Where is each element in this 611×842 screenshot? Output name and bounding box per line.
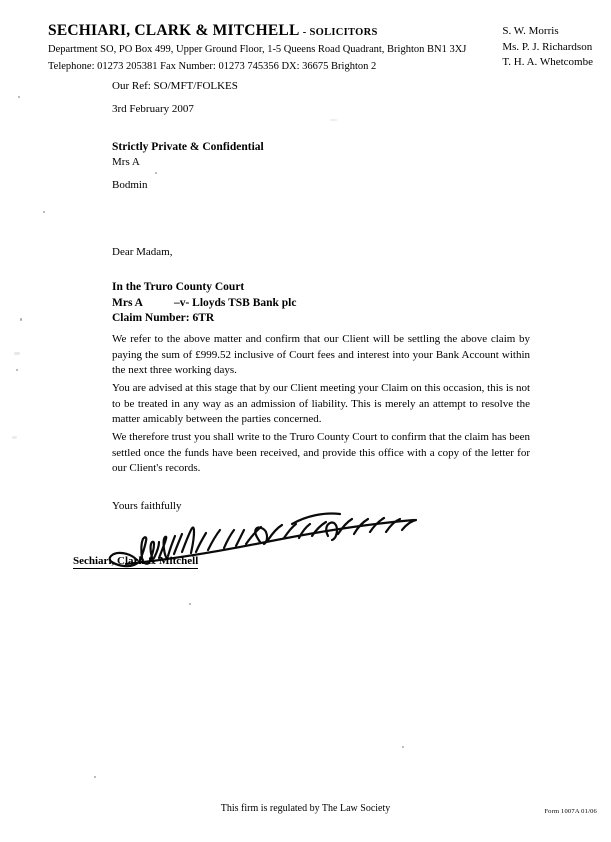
partner-name: S. W. Morris <box>502 25 559 37</box>
firm-name-suffix: - SOLICITORS <box>302 27 378 38</box>
partner-name: Ms. P. J. Richardson <box>502 40 593 53</box>
letter-date: 3rd February 2007 <box>112 103 194 115</box>
scan-smudge <box>330 119 337 121</box>
case-heading <box>112 280 296 327</box>
scan-smudge <box>14 352 20 355</box>
scan-speck <box>16 369 18 371</box>
scan-speck <box>402 746 404 748</box>
signature-firm-name: Sechiari, Clark & Mitchell <box>73 555 199 567</box>
scan-smudge <box>12 436 17 439</box>
scan-speck <box>94 776 96 778</box>
scan-speck <box>43 211 45 213</box>
scan-speck <box>18 96 20 98</box>
addressee-place: Bodmin <box>112 179 148 191</box>
body-paragraph-2: You are advised at this stage that by our Client meeting your Claim on this occasion, this is not to be treated in any way as an admission of liability. This is merely an attempt to resolve the matter amicably between the parties concerned. <box>112 382 530 425</box>
body-paragraph-1: We refer to the above matter and confirm that our Client will be settling the above claim by paying the sum of £999.52 inclusive of Court fees and interest into your Bank Account within the next three working days. <box>112 333 530 376</box>
partner-name: T. H. A. Whetcombe <box>502 56 593 68</box>
case-parties: Mrs A –v- Lloyds TSB Bank plc <box>112 296 297 309</box>
firm-name <box>48 22 378 40</box>
firm-name-text: SECHIARI, CLARK & MITCHELL <box>48 22 299 39</box>
scan-speck <box>20 318 22 321</box>
confidentiality-notice: Strictly Private & Confidential <box>112 141 264 153</box>
partners-list <box>502 24 593 71</box>
addressee-name: Mrs A <box>112 156 140 168</box>
case-court: In the Truro County Court <box>112 281 245 293</box>
sign-off: Yours faithfully <box>112 500 182 512</box>
salutation: Dear Madam, <box>112 246 173 258</box>
regulation-note: This firm is regulated by The Law Society <box>220 803 391 814</box>
form-code: Form 1007A 01/06 <box>544 808 597 815</box>
scan-speck <box>155 172 157 174</box>
our-reference: Our Ref: SO/MFT/FOLKES <box>112 80 238 92</box>
firm-address-line-1: Department SO, PO Box 499, Upper Ground Floor, 1-5 Queens Road Quadrant, Brighton BN1 3XJ <box>48 44 467 55</box>
firm-contact-line: Telephone: 01273 205381 Fax Number: 01273 745356 DX: 36675 Brighton 2 <box>48 61 377 72</box>
case-claim-number: Claim Number: 6TR <box>112 312 215 324</box>
body-paragraph-3: We therefore trust you shall write to the Truro County Court to confirm that the claim has been settled once the funds have been received, and provide this office with a copy of the letter for our Client's records. <box>112 431 530 474</box>
scan-speck <box>189 603 191 605</box>
